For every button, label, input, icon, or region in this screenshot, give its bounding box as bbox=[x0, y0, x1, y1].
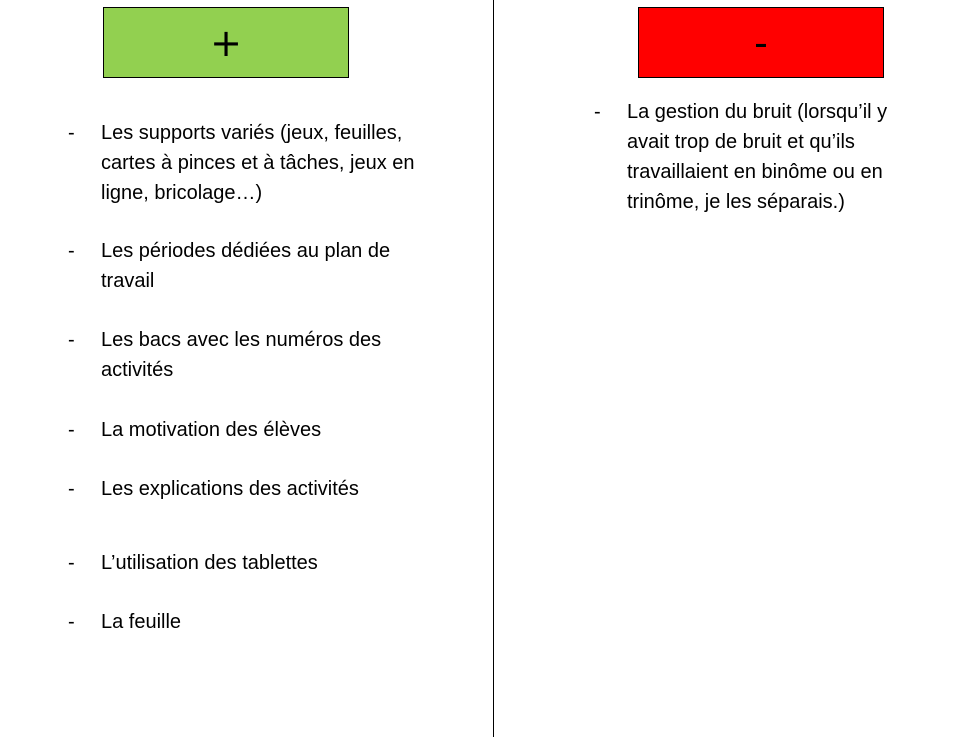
negative-item-text: La gestion du bruit (lorsqu’il y avait trop de bruit et qu’ils travaillaient en binôme ou en trinôme, je les séparais.) bbox=[627, 101, 888, 213]
positive-item-explications bbox=[68, 474, 448, 504]
bullet-dash: - bbox=[68, 552, 75, 574]
bullet-dash: - bbox=[594, 101, 601, 123]
positive-item-text: Les supports variés (jeux, feuilles, cartes à pinces et à tâches, jeux en ligne, bricolage…) bbox=[101, 122, 415, 204]
bullet-dash: - bbox=[68, 329, 75, 351]
positive-item-bacs bbox=[68, 325, 448, 385]
negative-item-bruit bbox=[594, 97, 924, 217]
negative-list bbox=[594, 97, 924, 217]
positive-item-periodes bbox=[68, 236, 448, 296]
positive-item-text: La feuille bbox=[101, 611, 182, 633]
positive-item-motivation bbox=[68, 415, 448, 445]
positive-item-text: La motivation des élèves bbox=[101, 419, 322, 441]
bullet-dash: - bbox=[68, 122, 75, 144]
positive-header bbox=[103, 7, 349, 78]
column-divider bbox=[493, 0, 494, 737]
bullet-dash: - bbox=[68, 478, 75, 500]
positive-item-tablettes bbox=[68, 548, 448, 578]
positive-item-feuille bbox=[68, 607, 448, 637]
negative-header bbox=[638, 7, 884, 78]
positive-item-text: Les explications des activités bbox=[101, 478, 359, 500]
bullet-dash: - bbox=[68, 419, 75, 441]
positive-item-supports bbox=[68, 118, 448, 208]
bullet-dash: - bbox=[68, 611, 75, 633]
bullet-dash: - bbox=[68, 240, 75, 262]
positive-item-text: L’utilisation des tablettes bbox=[101, 552, 318, 574]
positive-item-text: Les bacs avec les numéros des activités bbox=[101, 329, 382, 381]
positive-header-label: + bbox=[210, 20, 242, 65]
positive-item-text: Les périodes dédiées au plan de travail bbox=[101, 240, 391, 292]
negative-header-label: - bbox=[754, 20, 768, 65]
